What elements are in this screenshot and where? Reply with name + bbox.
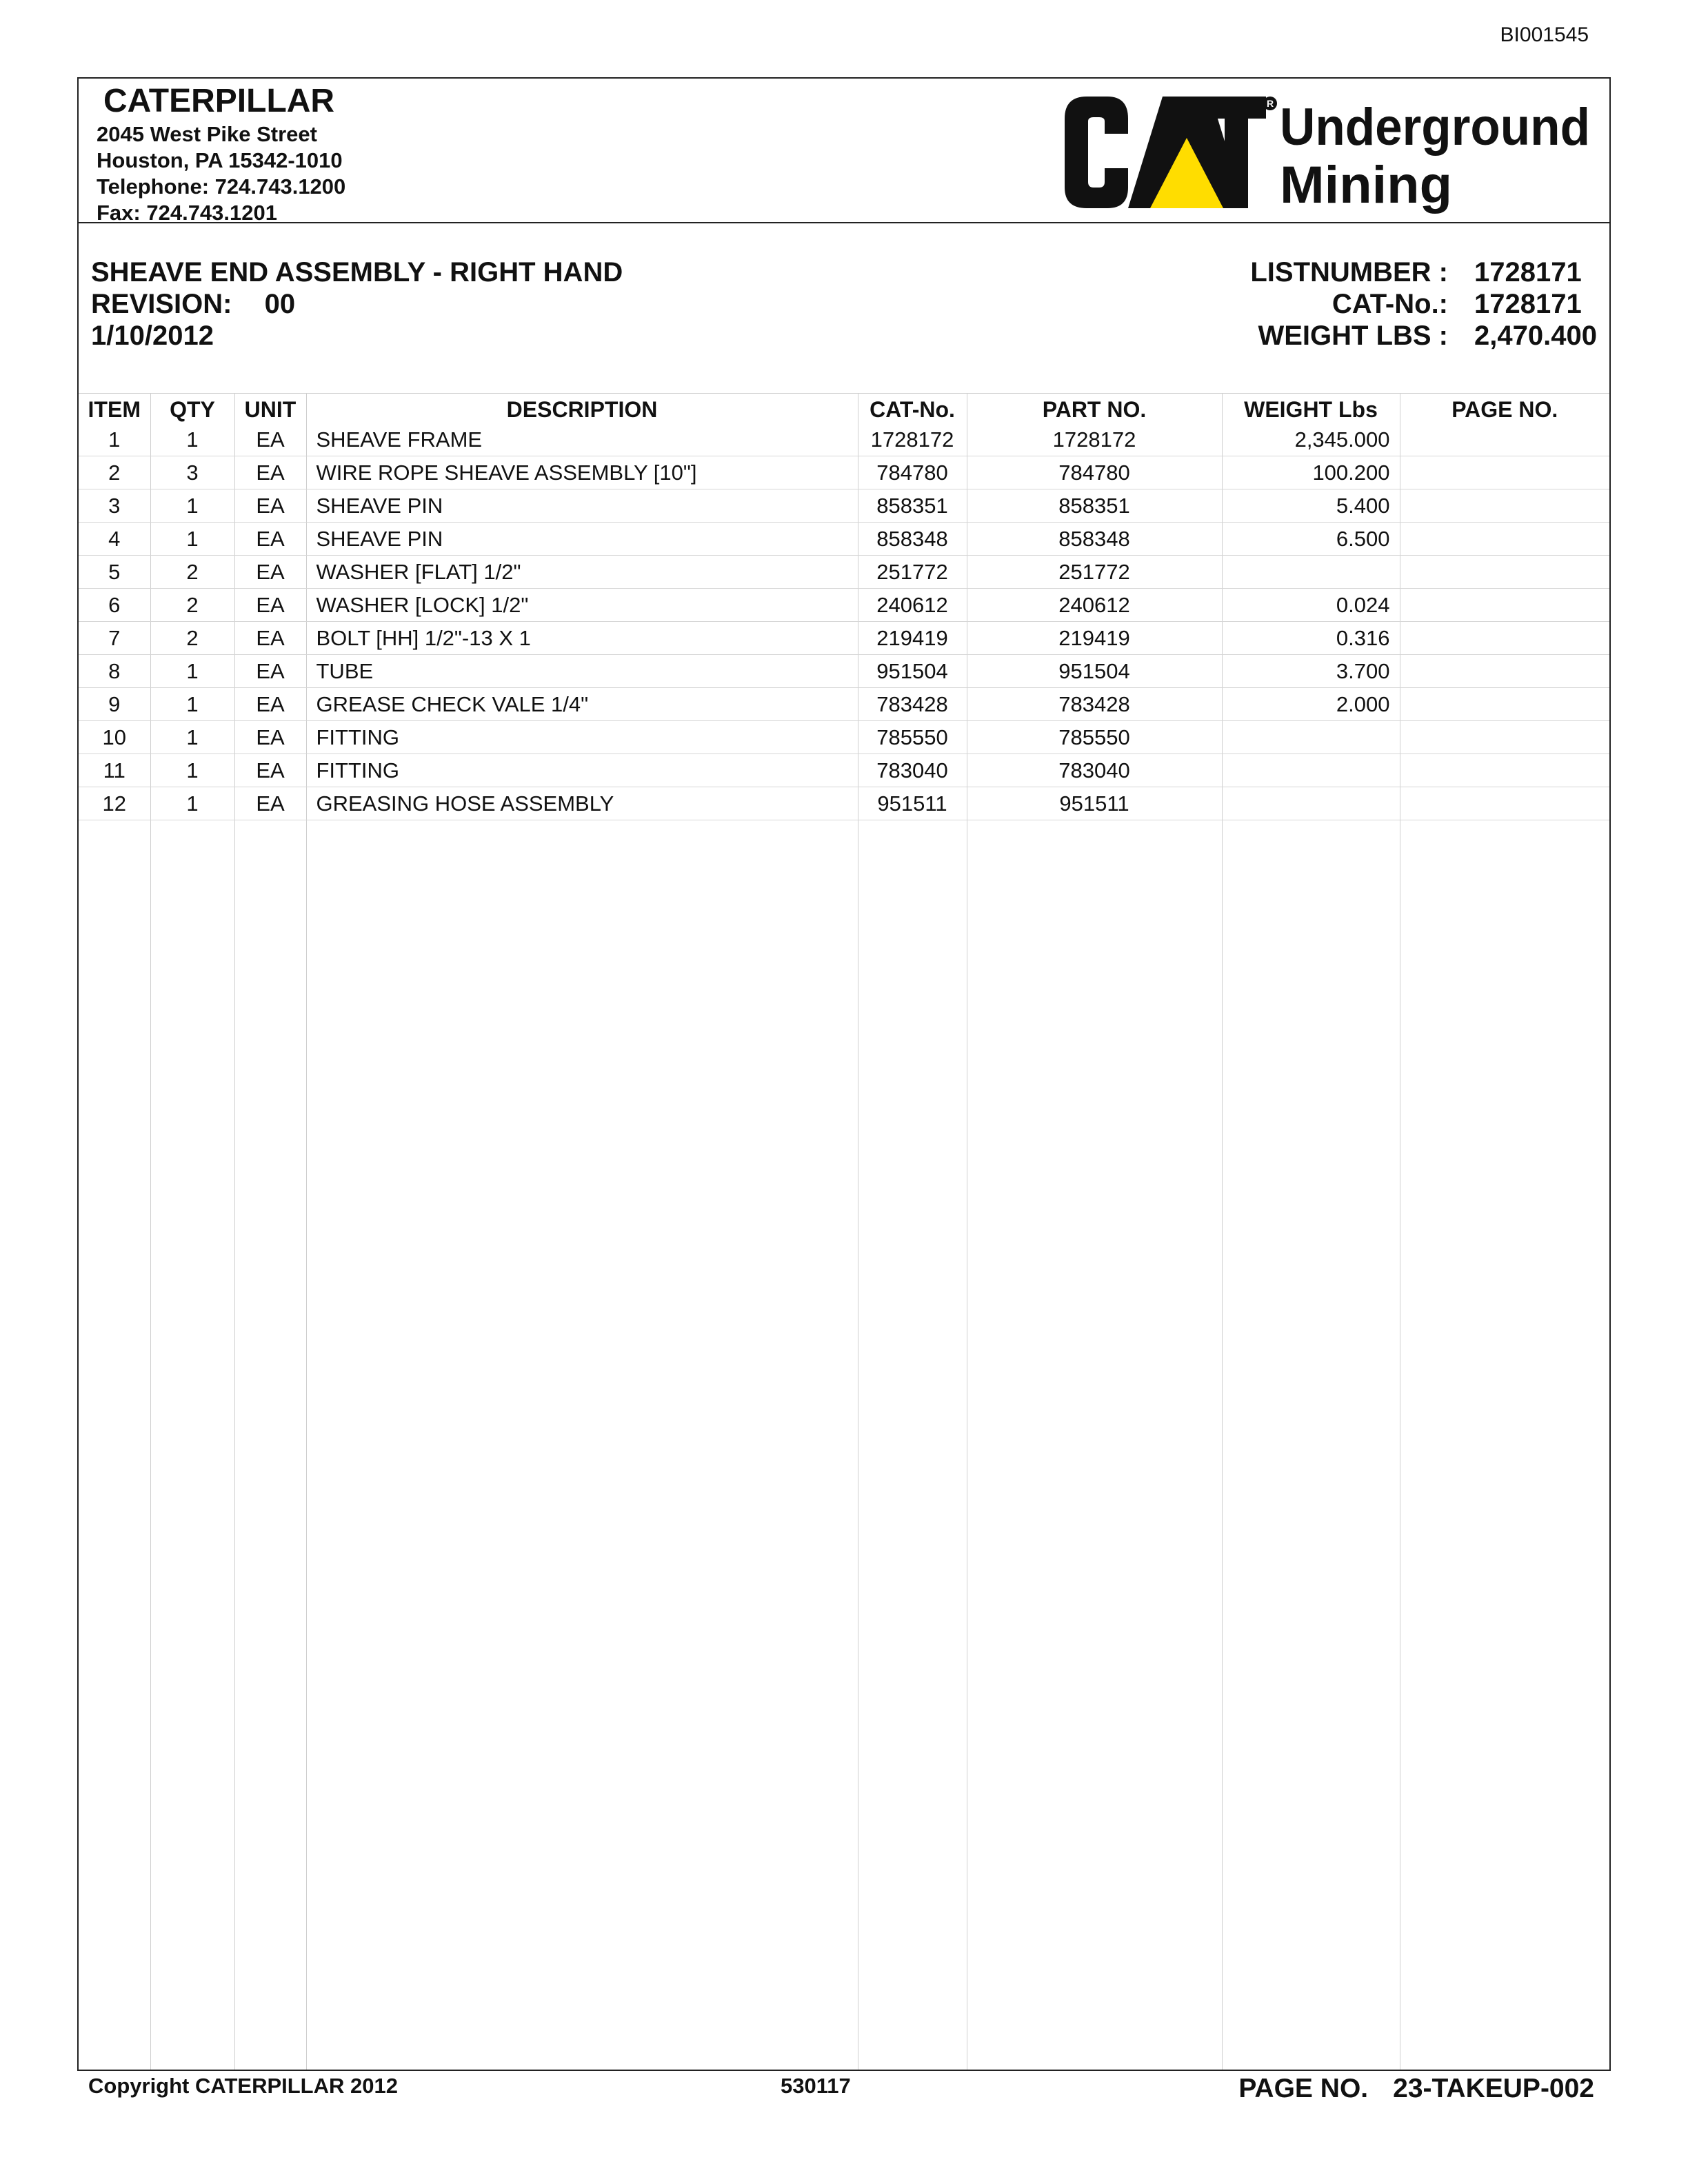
cell-part-no: 785550 (967, 721, 1222, 754)
cell-weight (1222, 787, 1400, 820)
cell-cat-no: 784780 (858, 456, 967, 489)
cell-part-no: 858348 (967, 523, 1222, 556)
cell-qty: 3 (150, 456, 234, 489)
table-row (79, 489, 1609, 523)
table-row (79, 556, 1609, 589)
cell-item: 7 (79, 622, 150, 655)
cell-qty: 1 (150, 688, 234, 721)
company-telephone: Telephone: 724.743.1200 (97, 174, 346, 199)
company-fax: Fax: 724.743.1201 (97, 201, 277, 225)
cell-item: 2 (79, 456, 150, 489)
cell-qty: 1 (150, 423, 234, 456)
cell-description: SHEAVE PIN (306, 489, 858, 523)
page-number-value: 23-TAKEUP-002 (1393, 2074, 1594, 2103)
document-frame (77, 77, 1611, 2071)
cell-qty: 1 (150, 787, 234, 820)
cell-part-no: 251772 (967, 556, 1222, 589)
cell-unit: EA (234, 489, 306, 523)
cell-item: 6 (79, 589, 150, 622)
table-header-row (79, 393, 1609, 423)
table-row (79, 423, 1609, 456)
table-row (79, 655, 1609, 688)
col-header-page-no: PAGE NO. (1400, 393, 1609, 423)
weight-value: 2,470.400 (1474, 321, 1597, 351)
cell-cat-no: 219419 (858, 622, 967, 655)
cell-page-no (1400, 556, 1609, 589)
table-row (79, 787, 1609, 820)
cell-part-no: 951511 (967, 787, 1222, 820)
cell-weight: 3.700 (1222, 655, 1400, 688)
table-row (79, 754, 1609, 787)
logo-mining-text: Mining (1280, 156, 1452, 214)
cell-page-no (1400, 787, 1609, 820)
cell-qty: 1 (150, 489, 234, 523)
cat-no-value: 1728171 (1474, 289, 1582, 319)
cell-item: 12 (79, 787, 150, 820)
cell-qty: 2 (150, 556, 234, 589)
cell-weight: 100.200 (1222, 456, 1400, 489)
cell-weight: 6.500 (1222, 523, 1400, 556)
cell-qty: 1 (150, 655, 234, 688)
cell-cat-no: 951511 (858, 787, 967, 820)
col-header-description: DESCRIPTION (306, 393, 858, 423)
cell-description: GREASE CHECK VALE 1/4" (306, 688, 858, 721)
cell-page-no (1400, 622, 1609, 655)
cell-page-no (1400, 754, 1609, 787)
cell-part-no: 783428 (967, 688, 1222, 721)
page-number-label: PAGE NO. (1238, 2074, 1369, 2103)
cell-qty: 1 (150, 754, 234, 787)
cell-cat-no: 783040 (858, 754, 967, 787)
logo-graphic (1059, 91, 1596, 216)
cell-weight: 5.400 (1222, 489, 1400, 523)
cell-part-no: 1728172 (967, 423, 1222, 456)
assembly-title: SHEAVE END ASSEMBLY - RIGHT HAND (91, 257, 623, 287)
cell-unit: EA (234, 523, 306, 556)
company-block (92, 79, 782, 225)
cell-description: WASHER [LOCK] 1/2" (306, 589, 858, 622)
cell-part-no: 784780 (967, 456, 1222, 489)
header-divider (79, 222, 1609, 223)
page-number (1238, 2074, 1594, 2104)
cell-item: 5 (79, 556, 150, 589)
cell-part-no: 240612 (967, 589, 1222, 622)
table-row (79, 523, 1609, 556)
cell-unit: EA (234, 622, 306, 655)
document-id: BI001545 (1500, 23, 1589, 46)
cell-description: SHEAVE FRAME (306, 423, 858, 456)
cell-page-no (1400, 523, 1609, 556)
cell-unit: EA (234, 721, 306, 754)
cell-cat-no: 783428 (858, 688, 967, 721)
cell-description: GREASING HOSE ASSEMBLY (306, 787, 858, 820)
cell-item: 10 (79, 721, 150, 754)
svg-text:R: R (1266, 98, 1274, 109)
cell-item: 3 (79, 489, 150, 523)
cell-unit: EA (234, 655, 306, 688)
cat-underground-mining-logo (1059, 91, 1596, 216)
revision-line (91, 288, 623, 320)
cell-cat-no: 951504 (858, 655, 967, 688)
list-number-value: 1728171 (1474, 257, 1582, 287)
company-name: CATERPILLAR (103, 83, 335, 119)
revision-value: 00 (264, 289, 296, 319)
cell-page-no (1400, 589, 1609, 622)
cell-page-no (1400, 456, 1609, 489)
cell-page-no (1400, 489, 1609, 523)
cell-page-no (1400, 721, 1609, 754)
cell-part-no: 951504 (967, 655, 1222, 688)
company-street: 2045 West Pike Street (97, 122, 317, 146)
table-row (79, 688, 1609, 721)
cell-qty: 1 (150, 721, 234, 754)
list-number-label: LISTNUMBER : (1250, 257, 1448, 287)
cell-weight: 0.024 (1222, 589, 1400, 622)
cell-item: 1 (79, 423, 150, 456)
cell-description: SHEAVE PIN (306, 523, 858, 556)
table-row (79, 589, 1609, 622)
cell-unit: EA (234, 787, 306, 820)
cell-qty: 2 (150, 622, 234, 655)
serial-number: 530117 (781, 2074, 851, 2098)
cell-weight (1222, 721, 1400, 754)
cell-unit: EA (234, 589, 306, 622)
parts-table (79, 393, 1609, 820)
cell-description: FITTING (306, 721, 858, 754)
cell-unit: EA (234, 456, 306, 489)
col-header-cat-no: CAT-No. (858, 393, 967, 423)
col-header-weight: WEIGHT Lbs (1222, 393, 1400, 423)
weight-label: WEIGHT LBS : (1258, 321, 1448, 351)
list-number-row (1250, 256, 1597, 288)
copyright-text: Copyright CATERPILLAR 2012 (88, 2074, 398, 2098)
cell-cat-no: 240612 (858, 589, 967, 622)
cell-part-no: 858351 (967, 489, 1222, 523)
cell-item: 9 (79, 688, 150, 721)
cell-description: WIRE ROPE SHEAVE ASSEMBLY [10"] (306, 456, 858, 489)
cell-weight: 2.000 (1222, 688, 1400, 721)
cell-description: FITTING (306, 754, 858, 787)
cell-weight: 0.316 (1222, 622, 1400, 655)
cell-weight (1222, 556, 1400, 589)
logo-underground-text: Underground (1280, 98, 1590, 156)
cell-unit: EA (234, 754, 306, 787)
col-header-part-no: PART NO. (967, 393, 1222, 423)
cell-unit: EA (234, 423, 306, 456)
col-header-unit: UNIT (234, 393, 306, 423)
cell-part-no: 219419 (967, 622, 1222, 655)
cell-cat-no: 1728172 (858, 423, 967, 456)
info-block (1250, 256, 1597, 352)
cell-item: 8 (79, 655, 150, 688)
cell-description: TUBE (306, 655, 858, 688)
cell-item: 11 (79, 754, 150, 787)
table-row (79, 622, 1609, 655)
company-city: Houston, PA 15342-1010 (97, 148, 343, 172)
cell-page-no (1400, 423, 1609, 456)
title-block (91, 256, 623, 352)
cat-no-row (1250, 288, 1597, 320)
cell-qty: 2 (150, 589, 234, 622)
cell-item: 4 (79, 523, 150, 556)
cell-page-no (1400, 688, 1609, 721)
col-header-qty: QTY (150, 393, 234, 423)
weight-row (1250, 320, 1597, 352)
table-row (79, 456, 1609, 489)
cell-weight (1222, 754, 1400, 787)
cell-part-no: 783040 (967, 754, 1222, 787)
cat-no-label: CAT-No.: (1332, 289, 1448, 319)
cell-unit: EA (234, 556, 306, 589)
cell-cat-no: 858351 (858, 489, 967, 523)
cell-cat-no: 858348 (858, 523, 967, 556)
cell-qty: 1 (150, 523, 234, 556)
table-row (79, 721, 1609, 754)
cell-page-no (1400, 655, 1609, 688)
revision-label: REVISION: (91, 289, 232, 319)
cell-unit: EA (234, 688, 306, 721)
document-date: 1/10/2012 (91, 321, 214, 351)
col-header-item: ITEM (88, 396, 141, 422)
cell-cat-no: 251772 (858, 556, 967, 589)
cell-cat-no: 785550 (858, 721, 967, 754)
cell-description: BOLT [HH] 1/2"-13 X 1 (306, 622, 858, 655)
cell-description: WASHER [FLAT] 1/2" (306, 556, 858, 589)
cell-weight: 2,345.000 (1222, 423, 1400, 456)
